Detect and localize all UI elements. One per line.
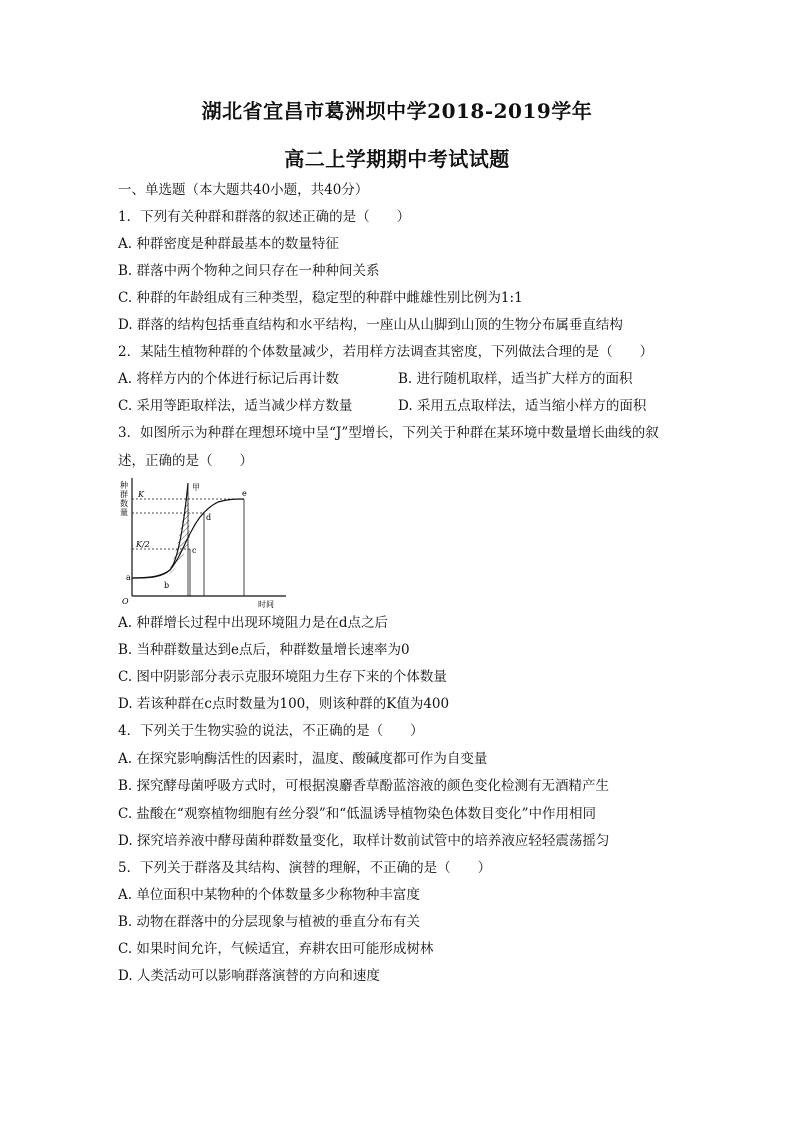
point-a-label: a <box>126 573 131 582</box>
question-3-stem-continued: 述，正确的是（ ） <box>118 453 253 469</box>
section-heading: 一、单选题（本大题共40小题，共40分） <box>118 182 369 198</box>
question-3-option-d: D. 若该种群在c点时数量为100，则该种群的K值为400 <box>118 696 450 712</box>
question-1-option-d: D. 群落的结构包括垂直结构和水平结构，一座山从山脚到山顶的生物分布属垂直结构 <box>118 317 623 333</box>
origin-label: O <box>122 597 129 606</box>
point-d-label: d <box>206 513 212 522</box>
document-title-line2: 高二上学期期中考试试题 <box>284 147 510 171</box>
question-1-option-b: B. 群落中两个物种之间只存在一种种间关系 <box>118 263 380 279</box>
question-5-option-c: C. 如果时间允许，气候适宜，弃耕农田可能形成树林 <box>118 941 434 957</box>
k-half-label: K/2 <box>136 540 150 549</box>
y-axis-label-2: 群 <box>120 490 128 499</box>
x-axis-label: 时间 <box>258 600 274 609</box>
y-axis-label-4: 量 <box>120 508 128 517</box>
y-axis-label-1: 种 <box>120 481 128 490</box>
growth-curve-diagram <box>118 478 288 610</box>
question-5-stem: 5．下列关于群落及其结构、演替的理解，不正确的是（ ） <box>118 860 492 876</box>
question-5-option-b: B. 动物在群落中的分层现象与植被的垂直分布有关 <box>118 914 421 930</box>
point-c-label: c <box>192 546 197 555</box>
point-b-label: b <box>164 581 170 590</box>
population-growth-figure <box>118 478 288 614</box>
question-3-option-c: C. 图中阴影部分表示克服环境阻力生存下来的个体数量 <box>118 669 447 685</box>
question-2-option-b: B. 进行随机取样，适当扩大样方的面积 <box>398 371 633 387</box>
k-label: K <box>138 490 144 499</box>
question-4-option-d: D. 探究培养液中酵母菌种群数量变化，取样计数前试管中的培养液应轻轻震荡摇匀 <box>118 833 610 849</box>
question-4-option-a: A. 在探究影响酶活性的因素时，温度、酸碱度都可作为自变量 <box>118 751 488 767</box>
question-2-option-d: D. 采用五点取样法，适当缩小样方的面积 <box>398 398 647 414</box>
question-2-option-a: A. 将样方内的个体进行标记后再计数 <box>118 371 339 387</box>
y-axis-label-3: 数 <box>120 499 128 508</box>
curve-j-label: 甲 <box>192 483 200 492</box>
question-1-option-a: A. 种群密度是种群最基本的数量特征 <box>118 236 339 252</box>
question-1-option-c: C. 种群的年龄组成有三种类型，稳定型的种群中雌雄性别比例为1:1 <box>118 290 523 306</box>
question-3-option-b: B. 当种群数量达到e点后，种群数量增长速率为0 <box>118 642 410 658</box>
question-5-option-a: A. 单位面积中某物种的个体数量多少称物种丰富度 <box>118 887 420 903</box>
question-1-stem: 1．下列有关种群和群落的叙述正确的是（ ） <box>118 209 411 225</box>
point-e-label: e <box>242 489 247 498</box>
question-3-option-a: A. 种群增长过程中出现环境阻力是在d点之后 <box>118 615 388 631</box>
question-2-stem: 2．某陆生植物种群的个体数量减少，若用样方法调查其密度，下列做法合理的是（ ） <box>118 344 654 360</box>
question-3-stem: 3．如图所示为种群在理想环境中呈“J”型增长，下列关于种群在某环境中数量增长曲线的叙 <box>118 425 659 441</box>
question-2-option-c: C. 采用等距取样法，适当减少样方数量 <box>118 398 353 414</box>
shaded-area <box>162 483 190 578</box>
document-title-line1: 湖北省宜昌市葛洲坝中学2018-2019学年 <box>201 99 593 123</box>
question-4-option-c: C. 盐酸在“观察植物细胞有丝分裂”和“低温诱导植物染色体数目变化”中作用相同 <box>118 806 597 822</box>
question-4-stem: 4．下列关于生物实验的说法，不正确的是（ ） <box>118 723 424 739</box>
question-4-option-b: B. 探究酵母菌呼吸方式时，可根据溴麝香草酚蓝溶液的颜色变化检测有无酒精产生 <box>118 778 610 794</box>
question-5-option-d: D. 人类活动可以影响群落演替的方向和速度 <box>118 968 380 984</box>
